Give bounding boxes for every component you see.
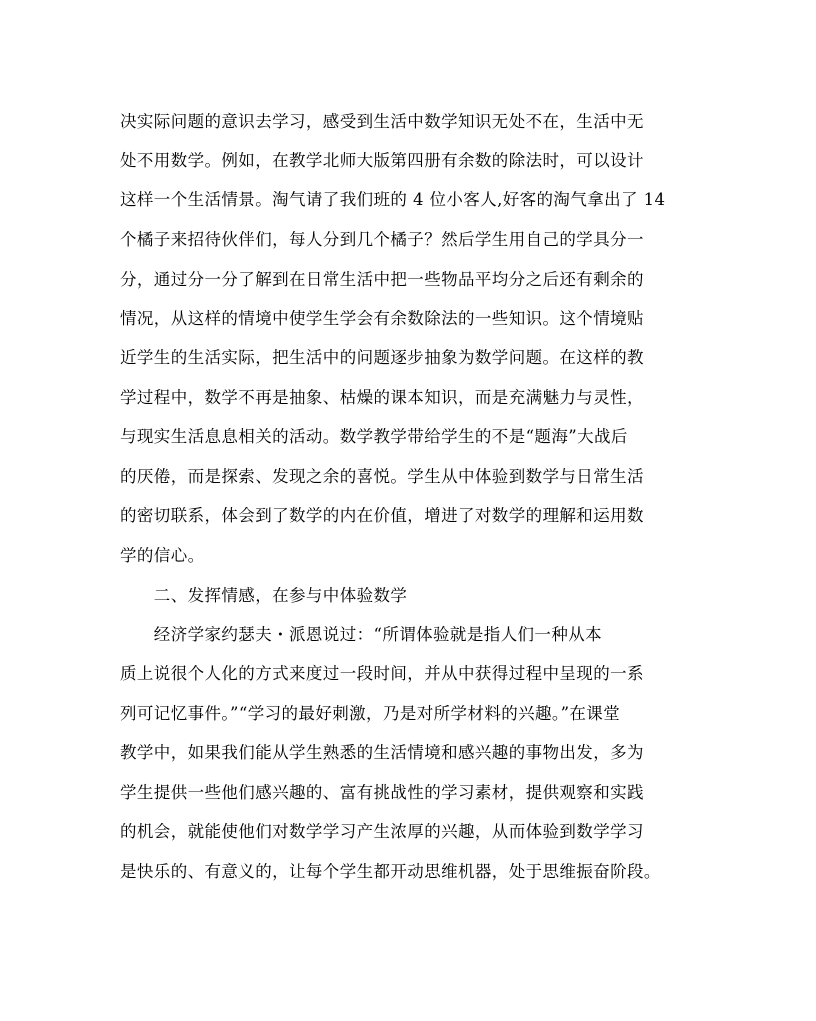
paragraph-line: 经济学家约瑟夫・派恩说过：“所谓体验就是指人们一种从本 [120, 625, 603, 644]
paragraph-line: 的密切联系，体会到了数学的内在价值，增进了对数学的理解和运用数 [120, 506, 644, 525]
paragraph-line: 决实际问题的意识去学习，感受到生活中数学知识无处不在，生活中无 [120, 112, 644, 131]
paragraph-line: 情况，从这样的情境中使学生学会有余数除法的一些知识。这个情境贴 [120, 309, 644, 328]
paragraph-line: 个橘子来招待伙伴们，每人分到几个橘子？然后学生用自己的学具分一 [120, 230, 644, 249]
paragraph-line: 学过程中，数学不再是抽象、枯燥的课本知识，而是充满魅力与灵性， [120, 388, 644, 407]
paragraph-line: 质上说很个人化的方式来度过一段时间，并从中获得过程中呈现的一系 [120, 664, 644, 683]
paragraph-line: 与现实生活息息相关的活动。数学教学带给学生的不是“题海”大战后 [120, 427, 628, 446]
paragraph-line: 的厌倦，而是探索、发现之余的喜悦。学生从中体验到数学与日常生活 [120, 467, 644, 486]
section-heading: 二、发挥情感，在参与中体验数学 [120, 586, 408, 605]
paragraph-line: 学生提供一些他们感兴趣的、富有挑战性的学习素材，提供观察和实践 [120, 783, 644, 802]
paragraph-line: 是快乐的、有意义的，让每个学生都开动思维机器，处于思维振奋阶段。 [120, 862, 661, 881]
paragraph-line: 近学生的生活实际，把生活中的问题逐步抽象为数学问题。在这样的教 [120, 348, 644, 367]
paragraph-line: 教学中，如果我们能从学生熟悉的生活情境和感兴趣的事物出发，多为 [120, 743, 644, 762]
paragraph-line: 处不用数学。例如，在教学北师大版第四册有余数的除法时，可以设计 [120, 151, 644, 170]
paragraph-line: 的机会，就能使他们对数学学习产生浓厚的兴趣，从而体验到数学学习 [120, 822, 644, 841]
paragraph-line: 这样一个生活情景。淘气请了我们班的 4 位小客人,好客的淘气拿出了 14 [120, 190, 666, 209]
paragraph-line: 列可记忆事件。”“学习的最好刺激，乃是对所学材料的兴趣。”在课堂 [120, 704, 621, 723]
paragraph-line: 分，通过分一分了解到在日常生活中把一些物品平均分之后还有剩余的 [120, 270, 644, 289]
paragraph-line: 学的信心。 [120, 546, 205, 565]
